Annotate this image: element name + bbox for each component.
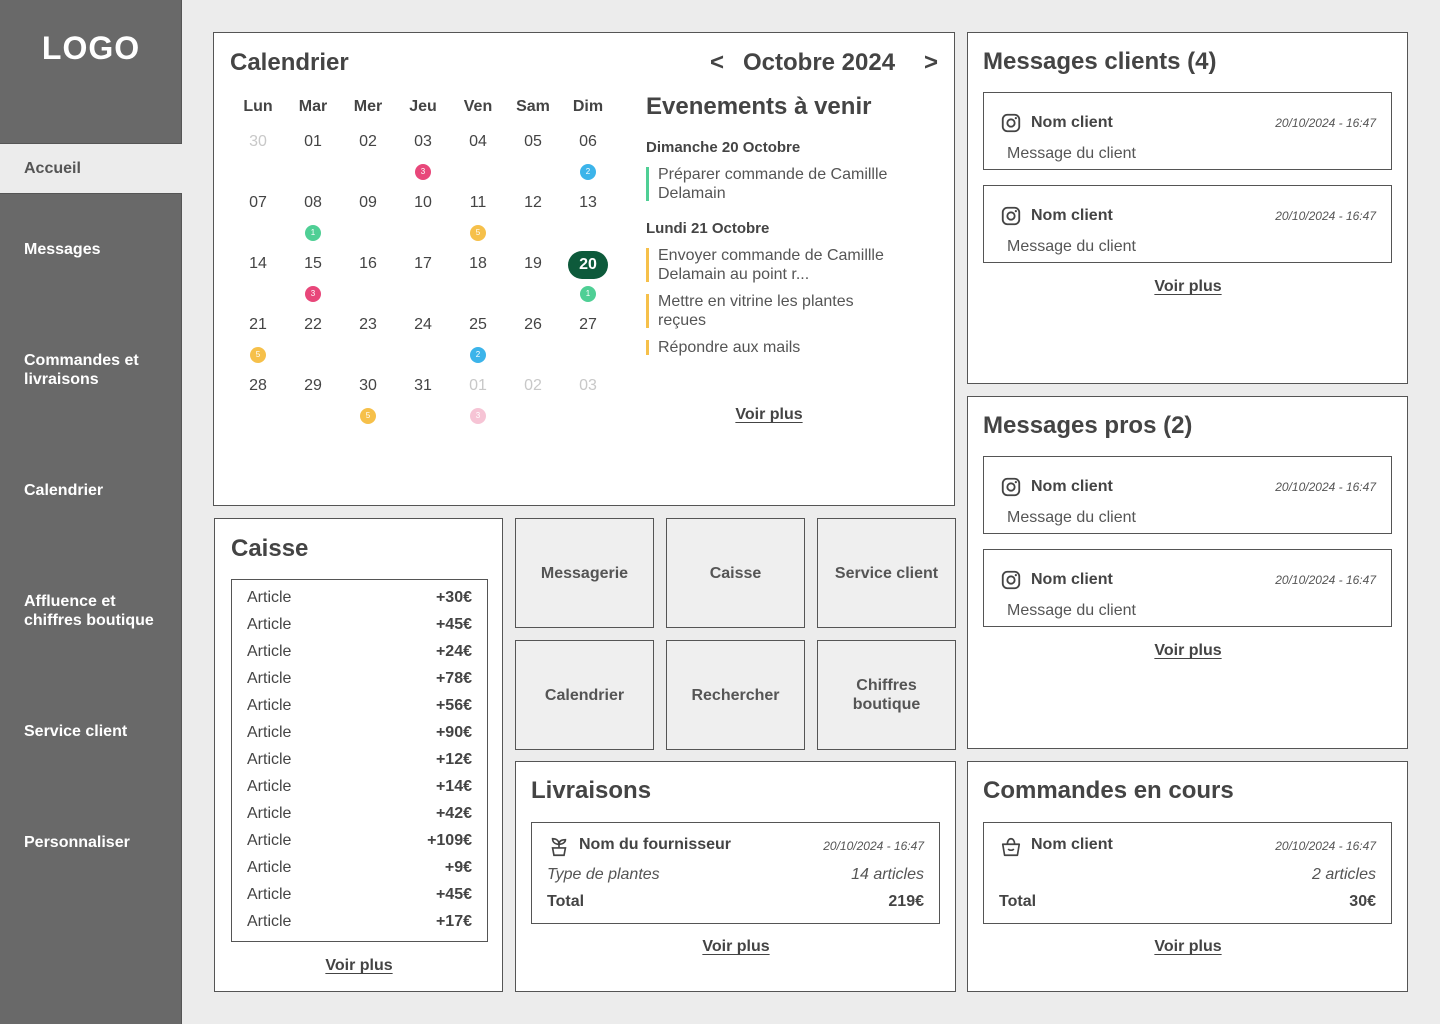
message-time: 20/10/2024 - 16:47 bbox=[1275, 573, 1376, 587]
article-amount: +56€ bbox=[435, 697, 472, 714]
event-count-badge: 1 bbox=[580, 286, 596, 302]
basket-icon bbox=[1000, 836, 1022, 858]
article-count: 2 articles bbox=[1311, 866, 1376, 883]
event-item[interactable] bbox=[646, 338, 891, 357]
event-date: Dimanche 20 Octobre bbox=[646, 139, 801, 156]
supplier-name: Nom du fournisseur bbox=[579, 836, 732, 853]
calendar-day[interactable]: 03 bbox=[579, 377, 597, 394]
weekday-label: Mer bbox=[353, 98, 383, 115]
total-value: 219€ bbox=[888, 893, 924, 910]
commandes-panel bbox=[967, 761, 1408, 992]
event-item[interactable] bbox=[646, 165, 891, 203]
article-amount: +109€ bbox=[427, 832, 472, 849]
message-preview: Message du client bbox=[1007, 509, 1136, 526]
caisse-see-more-link[interactable]: Voir plus bbox=[325, 957, 393, 974]
client-name: Nom client bbox=[1031, 207, 1113, 224]
calendar-day[interactable]: 10 bbox=[414, 194, 432, 211]
event-text: Préparer commande de Camillle Delamain bbox=[658, 166, 888, 202]
calendar-title: Calendrier bbox=[230, 49, 349, 76]
client-name: Nom client bbox=[1031, 571, 1113, 588]
caisse-row bbox=[247, 670, 472, 697]
message-time: 20/10/2024 - 16:47 bbox=[1275, 116, 1376, 130]
order-time: 20/10/2024 - 16:47 bbox=[1275, 839, 1376, 853]
calendar-day[interactable]: 29 bbox=[304, 377, 322, 394]
livraisons-panel bbox=[515, 761, 956, 992]
caisse-row bbox=[247, 751, 472, 778]
calendar-day-today[interactable]: 20 bbox=[568, 251, 608, 279]
next-month-button[interactable]: > bbox=[924, 49, 939, 76]
shortcut-rechercher[interactable]: Rechercher bbox=[666, 640, 805, 750]
instagram-icon bbox=[1000, 205, 1022, 227]
event-text: Répondre aux mails bbox=[658, 339, 801, 356]
caisse-row bbox=[247, 778, 472, 805]
calendar-day[interactable]: 17 bbox=[414, 255, 432, 272]
sidebar-item-personnaliser[interactable]: Personnaliser bbox=[24, 834, 130, 851]
total-label: Total bbox=[547, 893, 585, 910]
article-label: Article bbox=[247, 913, 292, 930]
calendar-day[interactable]: 12 bbox=[524, 194, 542, 211]
shortcut-service-client[interactable]: Service client bbox=[817, 518, 956, 628]
weekday-label: Jeu bbox=[409, 98, 437, 115]
message-card[interactable] bbox=[983, 92, 1392, 170]
calendar-day[interactable]: 28 bbox=[249, 377, 267, 394]
article-amount: +12€ bbox=[435, 751, 472, 768]
article-amount: +45€ bbox=[435, 616, 472, 633]
weekday-label: Dim bbox=[572, 98, 604, 115]
message-card[interactable] bbox=[983, 456, 1392, 534]
sidebar-item-messages[interactable]: Messages bbox=[24, 241, 101, 258]
calendar-day[interactable]: 02 bbox=[524, 377, 542, 394]
calendar-day[interactable]: 09 bbox=[359, 194, 377, 211]
instagram-icon bbox=[1000, 112, 1022, 134]
calendar-day[interactable]: 13 bbox=[579, 194, 597, 211]
calendar-day[interactable]: 30 bbox=[359, 377, 377, 394]
prev-month-button[interactable]: < bbox=[710, 49, 725, 76]
instagram-icon bbox=[1000, 476, 1022, 498]
events-title: Evenements à venir bbox=[646, 93, 872, 120]
article-label: Article bbox=[247, 751, 292, 768]
event-color-bar bbox=[646, 248, 649, 282]
sidebar-item-commandes[interactable]: Commandes et livraisons bbox=[24, 352, 139, 388]
event-count-badge: 3 bbox=[415, 164, 431, 180]
calendar-see-more-link[interactable]: Voir plus bbox=[735, 406, 803, 423]
plant-type: Type de plantes bbox=[547, 866, 660, 883]
calendar-day[interactable]: 01 bbox=[469, 377, 487, 394]
weekday-label: Mar bbox=[298, 98, 328, 115]
shortcut-calendrier[interactable]: Calendrier bbox=[515, 640, 654, 750]
weekday-label: Lun bbox=[243, 98, 273, 115]
calendar-day[interactable]: 04 bbox=[469, 133, 487, 150]
caisse-panel bbox=[214, 518, 503, 992]
caisse-row bbox=[247, 697, 472, 724]
message-card[interactable] bbox=[983, 185, 1392, 263]
shortcut-chiffres-boutique[interactable]: Chiffres boutique bbox=[817, 640, 956, 750]
messages-pros-title: Messages pros (2) bbox=[983, 412, 1193, 439]
client-name-text: Nom client bbox=[1031, 836, 1113, 853]
caisse-title: Caisse bbox=[231, 535, 309, 562]
article-label: Article bbox=[247, 589, 292, 606]
event-count-badge: 1 bbox=[305, 225, 321, 241]
caisse-row bbox=[247, 643, 472, 670]
article-label: Article bbox=[247, 697, 292, 714]
calendar-day[interactable]: 23 bbox=[359, 316, 377, 333]
caisse-row bbox=[247, 886, 472, 913]
event-item[interactable] bbox=[646, 292, 891, 330]
article-label: Article bbox=[247, 643, 292, 660]
article-label: Article bbox=[247, 832, 292, 849]
delivery-card[interactable] bbox=[531, 822, 940, 924]
month-label: Octobre 2024 bbox=[743, 49, 896, 76]
order-card[interactable] bbox=[983, 822, 1392, 924]
client-name: Nom client bbox=[1031, 114, 1113, 131]
caisse-row bbox=[247, 805, 472, 832]
shortcut-caisse[interactable]: Caisse bbox=[666, 518, 805, 628]
shortcut-messagerie[interactable]: Messagerie bbox=[515, 518, 654, 628]
article-label: Article bbox=[247, 886, 292, 903]
sidebar-item-affluence[interactable]: Affluence et chiffres boutique bbox=[24, 593, 154, 629]
caisse-row bbox=[247, 724, 472, 751]
calendar-day[interactable]: 06 bbox=[579, 133, 597, 150]
total-value: 30€ bbox=[1349, 893, 1376, 910]
calendar-day[interactable]: 08 bbox=[304, 194, 322, 211]
article-amount: +14€ bbox=[435, 778, 472, 795]
calendar-day[interactable]: 24 bbox=[414, 316, 432, 333]
sidebar bbox=[0, 0, 182, 1024]
sidebar-item-accueil[interactable]: Accueil bbox=[0, 143, 182, 194]
calendar-day[interactable]: 26 bbox=[524, 316, 542, 333]
calendar-day[interactable]: 31 bbox=[414, 377, 432, 394]
message-preview: Message du client bbox=[1007, 602, 1136, 619]
commandes-see-more-link[interactable]: Voir plus bbox=[1154, 938, 1222, 955]
article-label: Article bbox=[247, 670, 292, 687]
calendar-panel bbox=[213, 32, 955, 506]
logo: LOGO bbox=[41, 30, 141, 66]
weekday-label: Sam bbox=[516, 98, 550, 115]
article-amount: +30€ bbox=[435, 589, 472, 606]
article-label: Article bbox=[247, 778, 292, 795]
livraisons-title: Livraisons bbox=[531, 777, 652, 804]
caisse-row bbox=[247, 913, 472, 940]
messages-pros-see-more-link[interactable]: Voir plus bbox=[1154, 642, 1222, 659]
caisse-row bbox=[247, 859, 472, 886]
calendar-day[interactable]: 22 bbox=[304, 316, 322, 333]
calendar-day[interactable]: 16 bbox=[359, 255, 377, 272]
event-date: Lundi 21 Octobre bbox=[646, 220, 770, 237]
calendar-day[interactable]: 18 bbox=[469, 255, 487, 272]
article-label: Article bbox=[247, 616, 292, 633]
messages-clients-panel bbox=[967, 32, 1408, 384]
article-amount: +17€ bbox=[435, 913, 472, 930]
message-time: 20/10/2024 - 16:47 bbox=[1275, 480, 1376, 494]
sidebar-item-calendrier[interactable]: Calendrier bbox=[24, 482, 104, 499]
article-amount: +9€ bbox=[444, 859, 472, 876]
message-time: 20/10/2024 - 16:47 bbox=[1275, 209, 1376, 223]
messages-pros-panel bbox=[967, 396, 1408, 749]
event-item[interactable] bbox=[646, 246, 891, 284]
event-color-bar bbox=[646, 294, 649, 328]
plant-icon bbox=[548, 836, 570, 858]
livraisons-see-more-link[interactable]: Voir plus bbox=[702, 938, 770, 955]
message-preview: Message du client bbox=[1007, 145, 1136, 162]
event-count-badge: 5 bbox=[360, 408, 376, 424]
calendar-day[interactable]: 11 bbox=[469, 194, 487, 211]
calendar-day[interactable]: 14 bbox=[249, 255, 267, 272]
caisse-row bbox=[247, 832, 472, 859]
event-text: Mettre en vitrine les plantes reçues bbox=[658, 293, 854, 329]
calendar-day[interactable]: 27 bbox=[579, 316, 597, 333]
article-amount: +78€ bbox=[435, 670, 472, 687]
event-count-badge: 5 bbox=[250, 347, 266, 363]
article-amount: +90€ bbox=[435, 724, 472, 741]
article-amount: +42€ bbox=[435, 805, 472, 822]
calendar-day[interactable]: 01 bbox=[304, 133, 322, 150]
message-preview: Message du client bbox=[1007, 238, 1136, 255]
article-label: Article bbox=[247, 724, 292, 741]
message-card[interactable] bbox=[983, 549, 1392, 627]
instagram-icon bbox=[1000, 569, 1022, 591]
event-color-bar bbox=[646, 167, 649, 201]
calendar-day[interactable]: 25 bbox=[469, 316, 487, 333]
client-name: Nom client bbox=[1031, 478, 1113, 495]
calendar-day[interactable]: 21 bbox=[249, 316, 267, 333]
event-count-badge: 2 bbox=[580, 164, 596, 180]
caisse-list bbox=[231, 579, 488, 942]
messages-clients-see-more-link[interactable]: Voir plus bbox=[1154, 278, 1222, 295]
delivery-time: 20/10/2024 - 16:47 bbox=[823, 839, 924, 853]
event-color-bar bbox=[646, 340, 649, 355]
calendar-day[interactable]: 02 bbox=[359, 133, 377, 150]
sidebar-item-service-client[interactable]: Service client bbox=[24, 723, 128, 740]
caisse-row bbox=[247, 616, 472, 643]
calendar-day[interactable]: 07 bbox=[249, 194, 267, 211]
article-amount: +24€ bbox=[435, 643, 472, 660]
weekday-label: Ven bbox=[463, 98, 493, 115]
event-count-badge: 2 bbox=[470, 347, 486, 363]
event-count-badge: 3 bbox=[305, 286, 321, 302]
calendar-day[interactable]: 19 bbox=[524, 255, 542, 272]
article-count: 14 articles bbox=[851, 866, 924, 883]
event-text: Envoyer commande de Camillle Delamain au point r... bbox=[658, 247, 884, 283]
event-count-badge: 5 bbox=[470, 225, 486, 241]
total-label: Total bbox=[999, 893, 1037, 910]
article-amount: +45€ bbox=[435, 886, 472, 903]
calendar-day[interactable]: 15 bbox=[304, 255, 322, 272]
commandes-title: Commandes en cours bbox=[983, 777, 1234, 804]
messages-clients-title: Messages clients (4) bbox=[983, 48, 1217, 75]
caisse-row bbox=[247, 589, 472, 616]
calendar-day[interactable]: 03 bbox=[414, 133, 432, 150]
calendar-day[interactable]: 05 bbox=[524, 133, 542, 150]
article-label: Article bbox=[247, 805, 292, 822]
calendar-day[interactable]: 30 bbox=[249, 133, 267, 150]
event-count-badge: 3 bbox=[470, 408, 486, 424]
article-label: Article bbox=[247, 859, 292, 876]
